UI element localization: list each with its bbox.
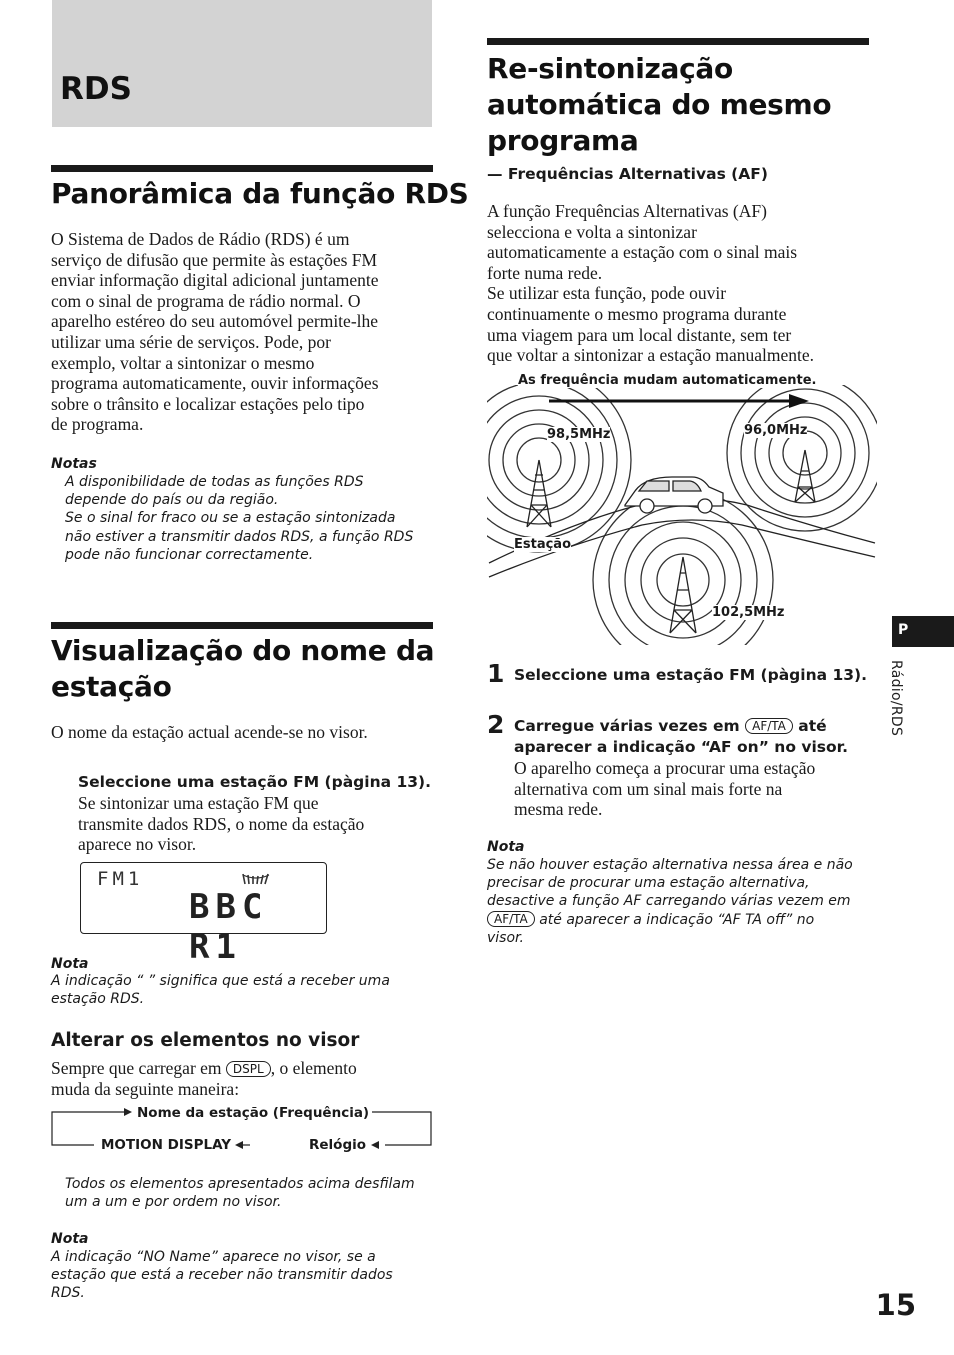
text-line: forte numa rede.	[487, 262, 603, 283]
section-heading-station-name	[51, 633, 436, 705]
text-line: automaticamente a estação com o sinal mais	[487, 242, 798, 263]
note-title: Nota	[487, 839, 525, 855]
flow-motion-display: MOTION DISPLAY	[101, 1137, 231, 1153]
text-line: O aparelho começa a procurar uma estação	[514, 758, 816, 778]
text-line: Se utilizar esta função, pode ouvir	[487, 283, 727, 304]
section-header-box	[52, 0, 432, 127]
text-line: Se sintonizar uma estação FM que	[78, 793, 319, 813]
text-line: alternativa com um sinal mais forte na	[514, 778, 783, 799]
step-1-text: Seleccione uma estação FM (pàgina 13).	[514, 666, 868, 684]
step-number-1: 1	[487, 659, 505, 688]
note-line: Se o sinal for fraco ou se a estação sintonizada	[65, 510, 396, 527]
language-tab	[892, 616, 954, 647]
note-line: estação RDS.	[51, 991, 145, 1008]
af-ta-button: AF/TA	[745, 718, 793, 734]
section-heading-af	[487, 51, 872, 159]
text-line: aparelho estéreo do seu automóvel permite-lhe	[51, 311, 379, 332]
note-line: desactive a função AF carregando várias vezem em	[487, 893, 851, 910]
af-paragraph	[487, 201, 877, 366]
text-fragment: Sempre que carregar em	[51, 1058, 222, 1078]
text-line: O Sistema de Dados de Rádio (RDS) é um	[51, 229, 350, 249]
text-line: sobre o trânsito e localizar estações pelo tipo	[51, 393, 365, 414]
text-fragment: até	[798, 717, 827, 735]
af-diagram	[487, 365, 877, 645]
af-ta-button: AF/TA	[487, 911, 535, 927]
freq-label-98-5: 98,5MHz	[547, 427, 611, 442]
note-line: estação que está a receber não transmitir dados	[51, 1267, 393, 1284]
text-line: mesma rede.	[514, 799, 603, 820]
station-label: Estação	[514, 537, 572, 552]
text-line: programa automaticamente, ouvir informações	[51, 373, 379, 394]
text-line: selecciona e volta a sintonizar	[487, 221, 697, 242]
text-line: muda da seguinte maneira:	[51, 1078, 240, 1099]
station-name-intro: O nome da estação actual acende-se no visor.	[51, 722, 368, 742]
note-text	[487, 856, 882, 947]
text-line: enviar informação digital adicional juntamente	[51, 270, 379, 291]
text-fragment: , o elemento	[270, 1058, 357, 1078]
section-rule	[487, 38, 869, 45]
change-display-text	[51, 1058, 436, 1099]
section-subheading-af: — Frequências Alternativas (AF)	[487, 165, 768, 183]
note-line: A indicação “ ” significa que está a receber uma	[51, 973, 390, 989]
note-line: precisar de procurar uma estação alternativa,	[487, 875, 810, 892]
notes-title: Notas	[51, 456, 97, 472]
text-line: com o sinal de programa de rádio normal. O	[51, 290, 361, 311]
section-heading-rds-overview: Panorâmica da função RDS	[51, 177, 469, 210]
step-number-2: 2	[487, 710, 505, 739]
text-line	[514, 716, 884, 737]
text-line: A função Frequências Alternativas (AF)	[487, 201, 767, 221]
notes-text	[65, 473, 435, 564]
note-text	[51, 1248, 436, 1303]
note-line: depende do país ou da região.	[65, 492, 279, 509]
flow-station-name: Nome da estação (Frequência)	[137, 1105, 370, 1121]
lcd-station-text: BBC R1	[189, 887, 269, 967]
flow-clock: Relógio	[309, 1137, 367, 1153]
step-detail	[78, 793, 438, 855]
text-fragment: Carregue várias vezes em	[514, 717, 740, 735]
rds-overview-paragraph	[51, 229, 436, 435]
step-title: Seleccione uma estação FM (pàgina 13).	[78, 773, 432, 791]
text-fragment: até aparecer a indicação “AF TA off” no	[539, 911, 815, 928]
text-line: exemplo, voltar a sintonizar o mesmo	[51, 352, 315, 373]
heading-line: estação	[51, 670, 172, 703]
note-title: Nota	[51, 956, 89, 972]
heading-line: Visualização do nome da	[51, 634, 435, 667]
af-diagram-caption: As frequência mudam automaticamente.	[518, 373, 817, 388]
note-line: A disponibilidade de todas as funções RDS	[65, 474, 364, 490]
note-title: Nota	[51, 1231, 89, 1247]
note-text	[51, 972, 436, 1008]
freq-label-96-0: 96,0MHz	[744, 423, 808, 438]
step-2-text	[514, 716, 884, 757]
text-line: que voltar a sintonizar a estação manualmente.	[487, 345, 815, 366]
note-line: um a um e por ordem no visor.	[65, 1194, 282, 1211]
text-line: transmite dados RDS, o nome da estação	[78, 813, 365, 834]
heading-line: programa	[487, 124, 639, 157]
note-line: RDS.	[51, 1285, 85, 1302]
heading-line: automática do mesmo	[487, 88, 832, 121]
note-line: pode não funcionar correctamente.	[65, 546, 314, 563]
text-line: continuamente o mesmo programa durante	[487, 303, 787, 324]
text-line: serviço de difusão que permite às estações FM	[51, 249, 378, 270]
side-section-label-text: Rádio/RDS	[888, 660, 904, 737]
note-line: não estiver a transmitir dados RDS, a função RDS	[65, 528, 414, 545]
dspl-button: DSPL	[226, 1061, 271, 1077]
heading-line: Re-sintonização	[487, 52, 733, 85]
note-line: visor.	[487, 929, 524, 946]
section-rule	[51, 165, 433, 172]
text-line: de programa.	[51, 414, 144, 435]
page-title: RDS	[60, 71, 132, 107]
step-2-detail	[514, 758, 884, 820]
section-rule	[51, 622, 433, 629]
af-diagram-illustration	[487, 365, 877, 645]
lcd-band-text: FM1	[97, 868, 144, 890]
text-line: utilizar uma série de serviços. Pode, por	[51, 331, 331, 352]
text-line: uma viagem para um local distante, sem ter	[487, 324, 792, 345]
cycle-description	[65, 1175, 440, 1211]
freq-label-102-5: 102,5MHz	[712, 605, 785, 620]
note-line: Todos os elementos apresentados acima desfilam	[65, 1176, 415, 1192]
text-line	[51, 1058, 436, 1079]
note-line: Se não houver estação alternativa nessa área e não	[487, 857, 853, 873]
language-tab-letter: P	[898, 622, 909, 638]
text-line: aparece no visor.	[78, 834, 197, 855]
lcd-display	[80, 862, 327, 967]
text-line: aparecer a indicação “AF on” no visor.	[514, 737, 848, 756]
note-line: A indicação “NO Name” aparece no visor, se a	[51, 1249, 376, 1265]
note-line	[487, 911, 882, 929]
rds-antenna-icon	[241, 872, 271, 888]
page-number: 15	[875, 1288, 916, 1322]
side-section-label	[888, 660, 912, 770]
subsection-heading-change-display: Alterar os elementos no visor	[51, 1030, 360, 1051]
